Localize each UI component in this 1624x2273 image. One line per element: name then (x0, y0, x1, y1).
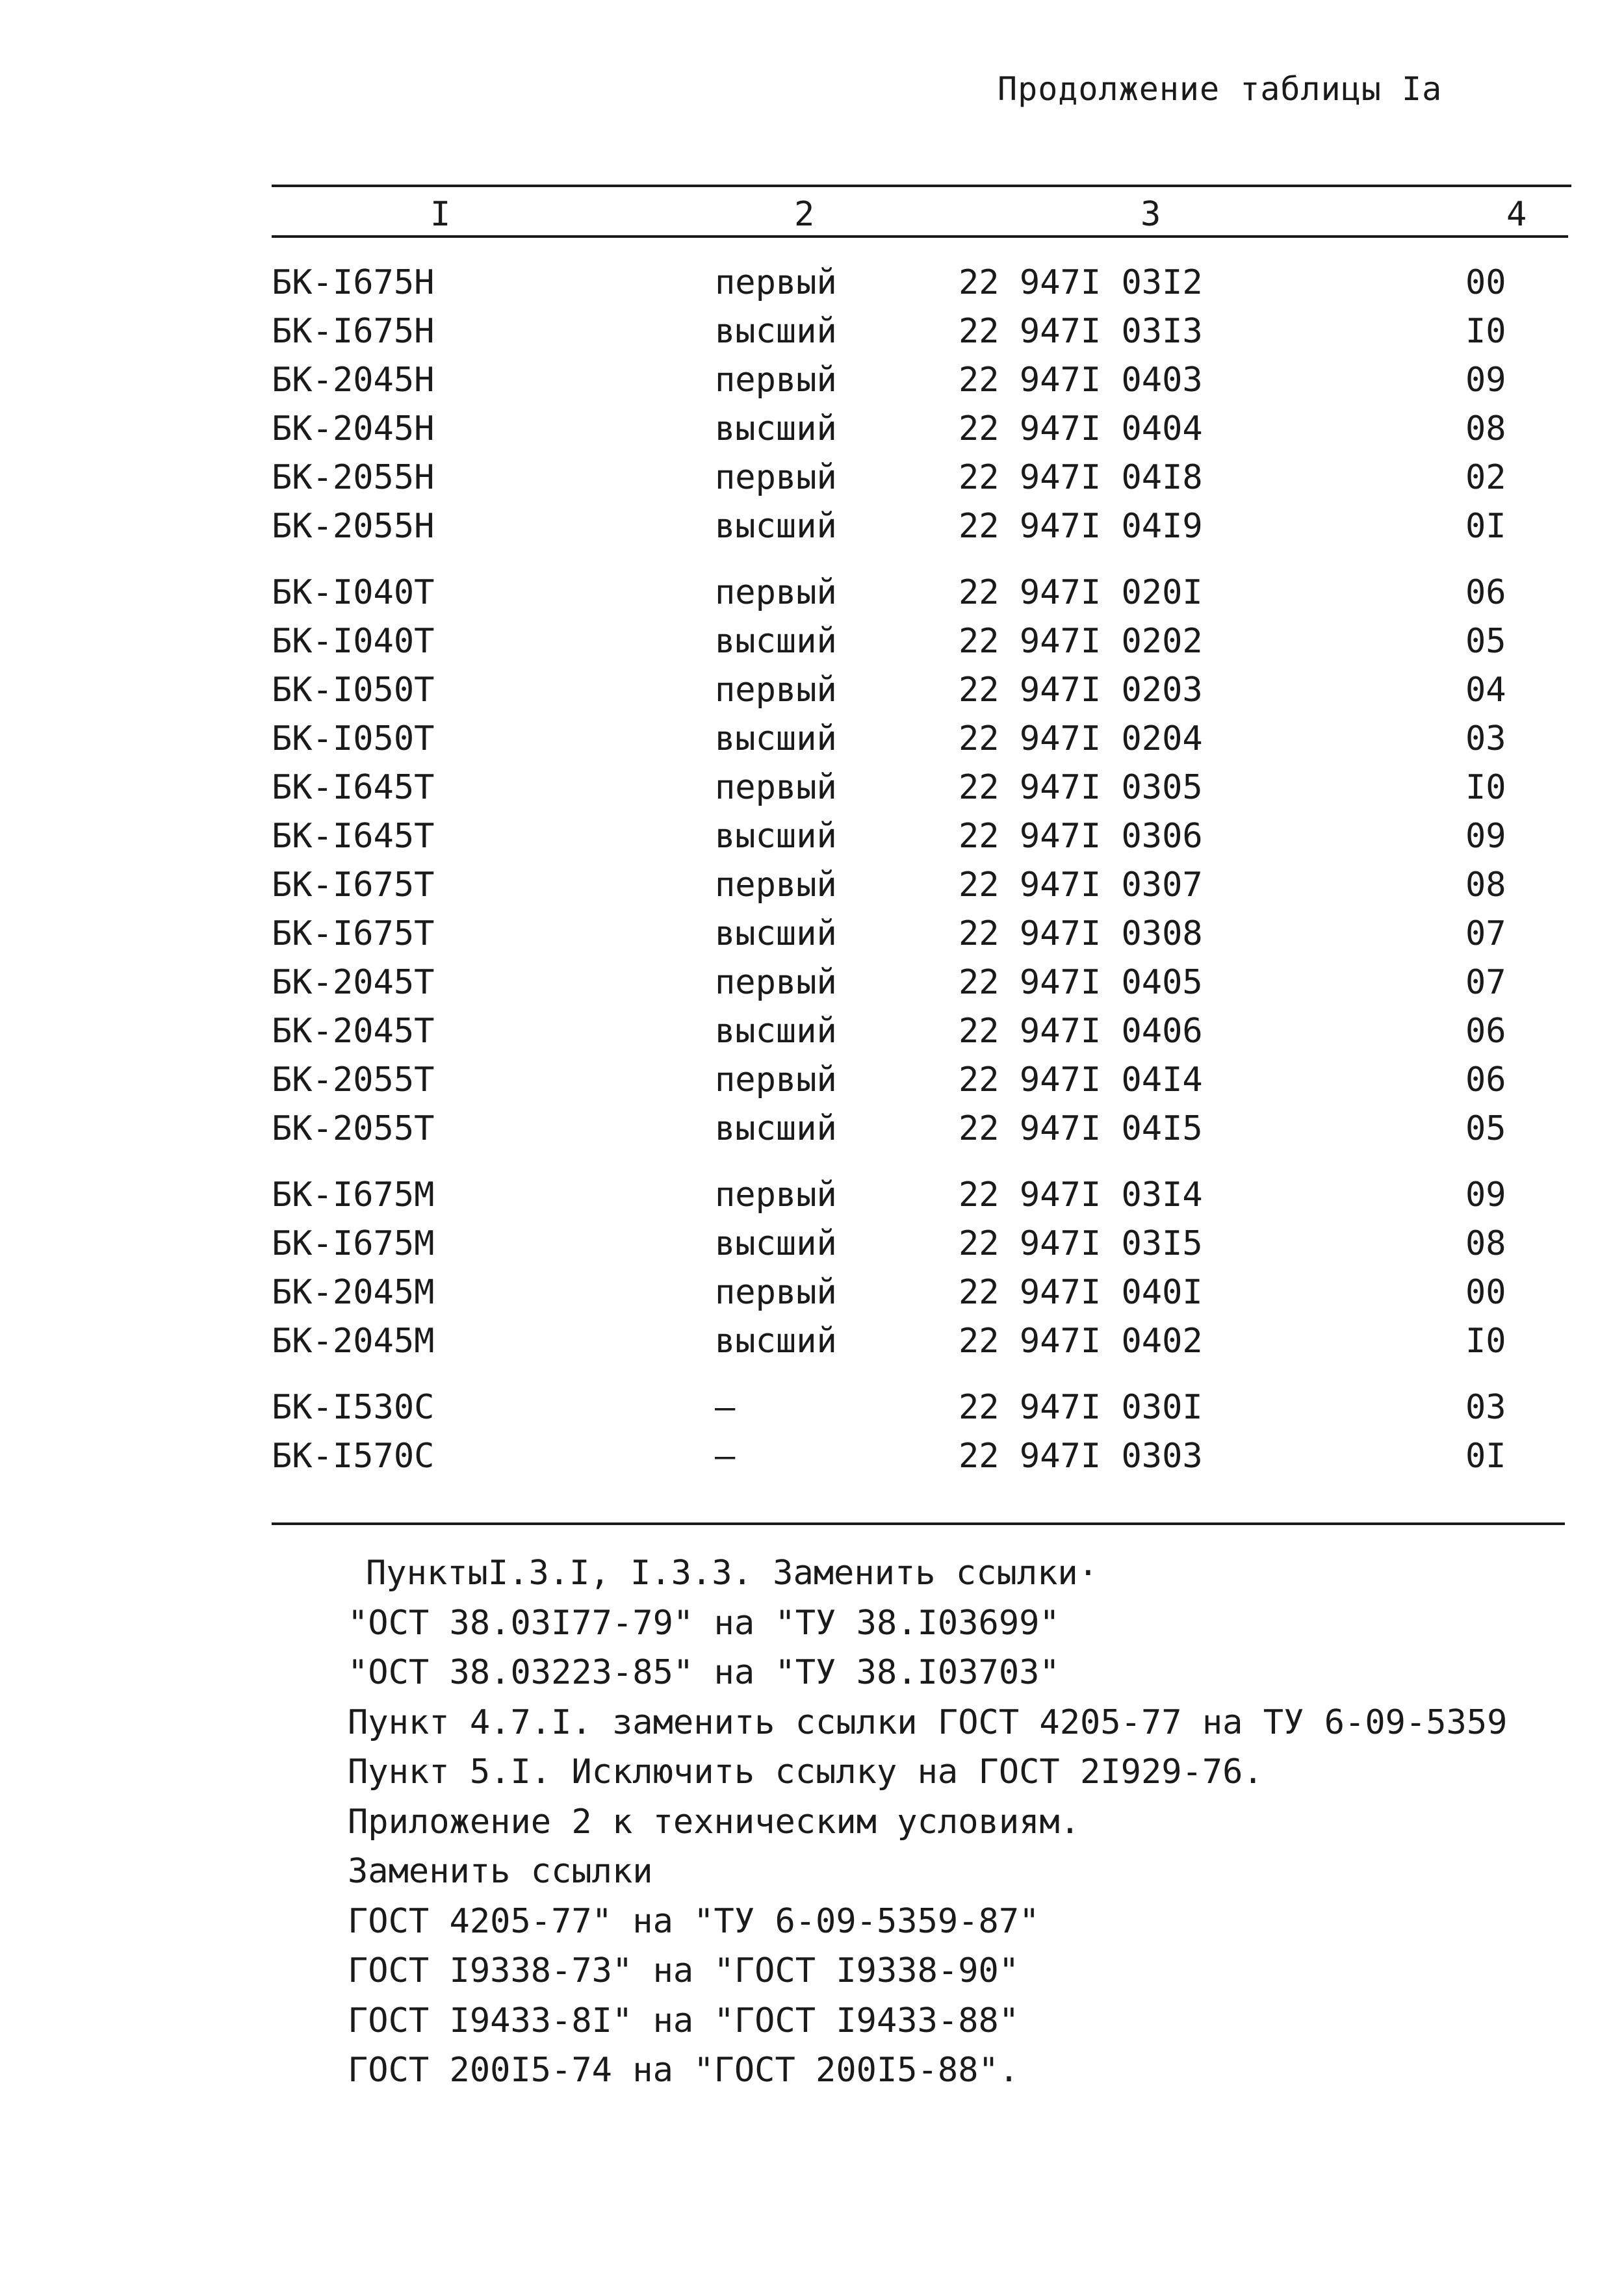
cell-category: высший (715, 1224, 837, 1263)
cell-product-grade: БК-2055Т (272, 1060, 435, 1099)
column-header-3: 3 (1141, 195, 1161, 234)
note-line: ГОСТ I9433-8I" на "ГОСТ I9433-88" (348, 2001, 1020, 2040)
cell-code: 22 947I 0403 (959, 361, 1203, 400)
table-row (0, 963, 1624, 1012)
cell-product-grade: БК-I645Т (272, 768, 435, 807)
cell-check-digits: 06 (1465, 1060, 1506, 1099)
column-header-2: 2 (794, 195, 815, 234)
cell-product-grade: БК-2045М (272, 1273, 435, 1312)
table-row (0, 361, 1624, 409)
cell-product-grade: БК-2045Н (272, 409, 435, 448)
column-header-4: 4 (1506, 195, 1527, 234)
cell-code: 22 947I 04I9 (959, 507, 1203, 546)
cell-category: первый (715, 1175, 837, 1214)
cell-check-digits: 08 (1465, 409, 1506, 448)
cell-check-digits: 04 (1465, 671, 1506, 710)
table-row (0, 1437, 1624, 1485)
cell-category: высший (715, 719, 837, 758)
cell-code: 22 947I 0402 (959, 1322, 1203, 1361)
note-line: Пункт 4.7.I. заменить ссылки ГОСТ 4205-77 на ТУ 6-09-5359 (348, 1702, 1508, 1742)
cell-check-digits: 07 (1465, 963, 1506, 1002)
table-row (0, 1060, 1624, 1109)
table-body (0, 263, 1624, 1503)
note-line: Приложение 2 к техническим условиям. (348, 1802, 1081, 1842)
note-line: ГОСТ 200I5-74 на "ГОСТ 200I5-88". (348, 2051, 1020, 2090)
cell-check-digits: 02 (1465, 458, 1506, 497)
table-row-group (0, 1388, 1624, 1485)
cell-code: 22 947I 0404 (959, 409, 1203, 448)
cell-product-grade: БК-I050Т (272, 671, 435, 710)
cell-category: высший (715, 914, 837, 953)
cell-code: 22 947I 04I5 (959, 1109, 1203, 1148)
cell-check-digits: I0 (1465, 768, 1506, 807)
cell-category: первый (715, 1273, 837, 1312)
cell-category: – (715, 1388, 736, 1427)
cell-code: 22 947I 0406 (959, 1012, 1203, 1051)
cell-category: высший (715, 1012, 837, 1051)
cell-code: 22 947I 0204 (959, 719, 1203, 758)
note-line: "ОСТ 38.03I77-79" на "ТУ 38.I03699" (348, 1603, 1060, 1643)
table-row (0, 409, 1624, 458)
table-row (0, 573, 1624, 622)
cell-code: 22 947I 0307 (959, 866, 1203, 905)
cell-category: первый (715, 361, 837, 400)
table-row-group (0, 263, 1624, 556)
cell-product-grade: БК-I675Т (272, 866, 435, 905)
cell-check-digits: 08 (1465, 1224, 1506, 1263)
cell-product-grade: БК-I530С (272, 1388, 435, 1427)
cell-category: первый (715, 458, 837, 497)
table-row (0, 458, 1624, 507)
cell-code: 22 947I 0306 (959, 817, 1203, 856)
cell-category: высший (715, 817, 837, 856)
cell-product-grade: БК-2045Т (272, 963, 435, 1002)
cell-product-grade: БК-I675Т (272, 914, 435, 953)
cell-check-digits: 09 (1465, 817, 1506, 856)
cell-category: – (715, 1437, 736, 1476)
cell-product-grade: БК-I675Н (272, 312, 435, 351)
table-row (0, 1175, 1624, 1224)
cell-product-grade: БК-2045Н (272, 361, 435, 400)
note-line: ГОСТ 4205-77" на "ТУ 6-09-5359-87" (348, 1901, 1040, 1941)
note-line: ПунктыI.3.I, I.3.3. Заменить ссылки· (366, 1554, 1099, 1593)
table-row (0, 671, 1624, 719)
table-row (0, 507, 1624, 556)
cell-check-digits: 0I (1465, 1437, 1506, 1476)
cell-code: 22 947I 03I3 (959, 312, 1203, 351)
table-row-group (0, 573, 1624, 1158)
cell-product-grade: БК-I050Т (272, 719, 435, 758)
note-line: ГОСТ I9338-73" на "ГОСТ I9338-90" (348, 1951, 1020, 1990)
table-row (0, 914, 1624, 963)
cell-category: высший (715, 507, 837, 546)
table-row (0, 817, 1624, 866)
cell-check-digits: I0 (1465, 312, 1506, 351)
cell-code: 22 947I 0305 (959, 768, 1203, 807)
cell-code: 22 947I 0202 (959, 622, 1203, 661)
cell-code: 22 947I 03I5 (959, 1224, 1203, 1263)
cell-check-digits: 03 (1465, 1388, 1506, 1427)
cell-category: первый (715, 963, 837, 1002)
cell-code: 22 947I 030I (959, 1388, 1203, 1427)
table-row (0, 263, 1624, 312)
cell-category: высший (715, 1109, 837, 1148)
table-row (0, 1388, 1624, 1437)
cell-product-grade: БК-I570С (272, 1437, 435, 1476)
cell-product-grade: БК-2055Н (272, 458, 435, 497)
cell-code: 22 947I 03I2 (959, 263, 1203, 302)
cell-category: первый (715, 671, 837, 710)
cell-check-digits: 06 (1465, 573, 1506, 612)
cell-check-digits: 05 (1465, 1109, 1506, 1148)
cell-product-grade: БК-I645Т (272, 817, 435, 856)
cell-check-digits: 06 (1465, 1012, 1506, 1051)
cell-check-digits: 09 (1465, 361, 1506, 400)
cell-product-grade: БК-2055Н (272, 507, 435, 546)
cell-check-digits: 03 (1465, 719, 1506, 758)
cell-category: первый (715, 573, 837, 612)
cell-check-digits: 08 (1465, 866, 1506, 905)
note-line: Пункт 5.I. Исключить ссылку на ГОСТ 2I929-76. (348, 1753, 1263, 1791)
cell-category: первый (715, 768, 837, 807)
cell-check-digits: I0 (1465, 1322, 1506, 1361)
amendment-notes (348, 1548, 1507, 2096)
cell-check-digits: 00 (1465, 1273, 1506, 1312)
cell-code: 22 947I 04I4 (959, 1060, 1203, 1099)
table-row (0, 866, 1624, 914)
table-row (0, 719, 1624, 768)
cell-code: 22 947I 040I (959, 1273, 1203, 1312)
table-top-rule (272, 185, 1571, 187)
table-row (0, 1012, 1624, 1060)
table-bottom-rule (272, 1522, 1565, 1525)
table-row (0, 768, 1624, 817)
cell-code: 22 947I 0203 (959, 671, 1203, 710)
cell-code: 22 947I 020I (959, 573, 1203, 612)
cell-code: 22 947I 0303 (959, 1437, 1203, 1476)
table-row-group (0, 1175, 1624, 1370)
cell-product-grade: БК-I675М (272, 1224, 435, 1263)
cell-category: первый (715, 1060, 837, 1099)
cell-product-grade: БК-2045М (272, 1322, 435, 1361)
table-row (0, 622, 1624, 671)
cell-check-digits: 09 (1465, 1175, 1506, 1214)
cell-product-grade: БК-2055Т (272, 1109, 435, 1148)
cell-product-grade: БК-I040Т (272, 573, 435, 612)
cell-product-grade: БК-I675М (272, 1175, 435, 1214)
cell-product-grade: БК-2045Т (272, 1012, 435, 1051)
table-row (0, 1322, 1624, 1370)
cell-category: первый (715, 263, 837, 302)
note-line: Заменить ссылки (348, 1852, 653, 1891)
cell-code: 22 947I 04I8 (959, 458, 1203, 497)
cell-product-grade: БК-I675Н (272, 263, 435, 302)
cell-check-digits: 05 (1465, 622, 1506, 661)
cell-code: 22 947I 0308 (959, 914, 1203, 953)
table-row (0, 1224, 1624, 1273)
cell-code: 22 947I 0405 (959, 963, 1203, 1002)
table-row (0, 1273, 1624, 1322)
table-row (0, 312, 1624, 361)
cell-category: высший (715, 622, 837, 661)
cell-check-digits: 00 (1465, 263, 1506, 302)
cell-category: первый (715, 866, 837, 905)
cell-check-digits: 07 (1465, 914, 1506, 953)
cell-category: высший (715, 1322, 837, 1361)
cell-check-digits: 0I (1465, 507, 1506, 546)
table-continuation-caption: Продолжение таблицы Iа (998, 70, 1443, 108)
cell-product-grade: БК-I040Т (272, 622, 435, 661)
note-line: "ОСТ 38.03223-85" на "ТУ 38.I03703" (348, 1653, 1060, 1692)
column-header-1: I (430, 195, 451, 234)
table-row (0, 1109, 1624, 1158)
cell-category: высший (715, 312, 837, 351)
table-header-rule (272, 235, 1568, 238)
cell-category: высший (715, 409, 837, 448)
cell-code: 22 947I 03I4 (959, 1175, 1203, 1214)
